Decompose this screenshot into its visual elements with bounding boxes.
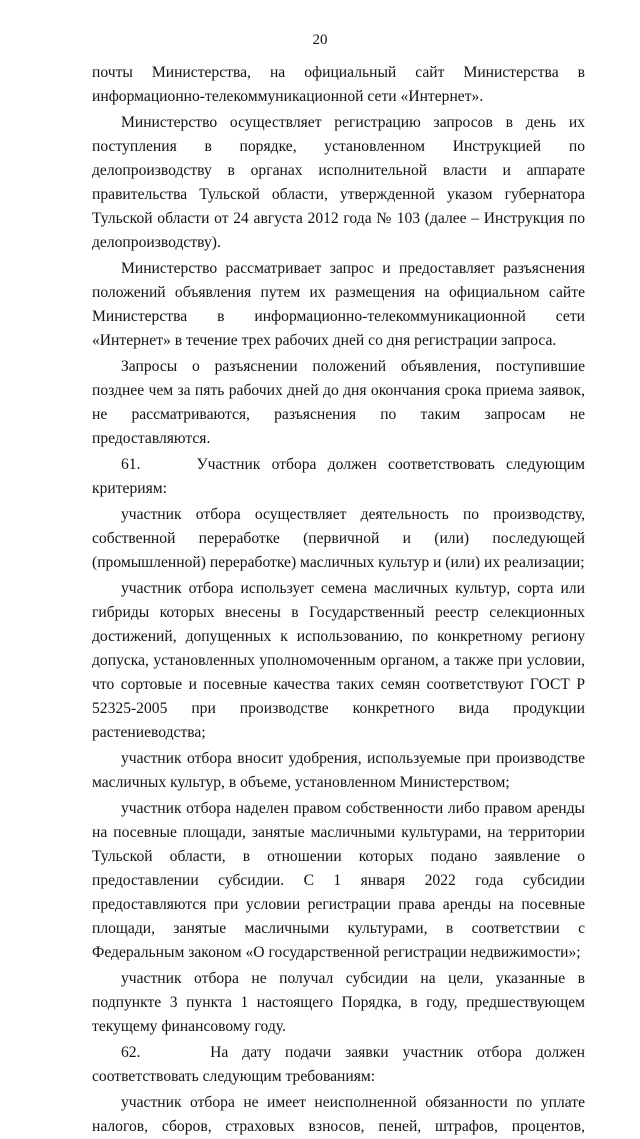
page-number: 20 [312,32,328,48]
paragraph: почты Министерства, на официальный сайт Министерства в информационно-телекоммуникационной сети «Интернет». [92,64,589,105]
paragraph: участник отбора наделен правом собственности либо правом аренды на посевные площади, занятые масличными культурами, на территории Тульской области, в отношении которых подано заявление о предоставлении субсидии. С 1 января 2022 года субсидии предоставляются при условии регистрации права аренды на посевные площади, занятые масличными культурами, в соответствии с Федеральным законом «О государственной регистрации недвижимости»; [92,800,589,961]
paragraph: участник отбора не имеет неисполненной обязанности по уплате налогов, сборов, страховых взносов, пеней, штрафов, процентов, [92,1094,589,1135]
paragraph: Министерство рассматривает запрос и предоставляет разъяснения положений объявления путем их размещения на официальном сайте Министерства в информационно-телекоммуникационной сети «Интернет» в течение трех рабочих дней со дня регистрации запроса. [92,260,589,349]
paragraph: 61. Участник отбора должен соответствовать следующим критериям: [92,456,589,497]
paragraph: участник отбора вносит удобрения, используемые при производстве масличных культур, в объеме, установленном Министерством; [92,750,589,791]
paragraph: участник отбора осуществляет деятельность по производству, собственной переработке (первичной и (или) последующей (промышленной) переработке) масличных культур и (или) их реализации; [92,506,589,571]
paragraph: Министерство осуществляет регистрацию запросов в день их поступления в порядке, установленном Инструкцией по делопроизводству в органах исполнительной власти и аппарате правительства Тульской области, утвержденной указом губернатора Тульской области от 24 августа 2012 года № 103 (далее – Инструкция по делопроизводству). [92,114,589,251]
document-body [92,61,589,1139]
paragraph: участник отбора использует семена масличных культур, сорта или гибриды которых внесены в Государственный реестр селекционных достижений, допущенных к использованию, по конкретному региону допуска, установленных уполномоченным органом, а также при условии, что сортовые и посевные качества таких семян соответствуют ГОСТ Р 52325-2005 при производстве конкретного вида продукции растениеводства; [92,580,589,741]
paragraph: 62. На дату подачи заявки участник отбора должен соответствовать следующим требованиям: [92,1044,589,1085]
paragraph: Запросы о разъяснении положений объявления, поступившие позднее чем за пять рабочих дней до дня окончания срока приема заявок, не рассматриваются, разъяснения по таким запросам не предоставляются. [92,358,589,447]
paragraph: участник отбора не получал субсидии на цели, указанные в подпункте 3 пункта 1 настоящего Порядка, в году, предшествующем текущему финансовому году. [92,970,589,1035]
